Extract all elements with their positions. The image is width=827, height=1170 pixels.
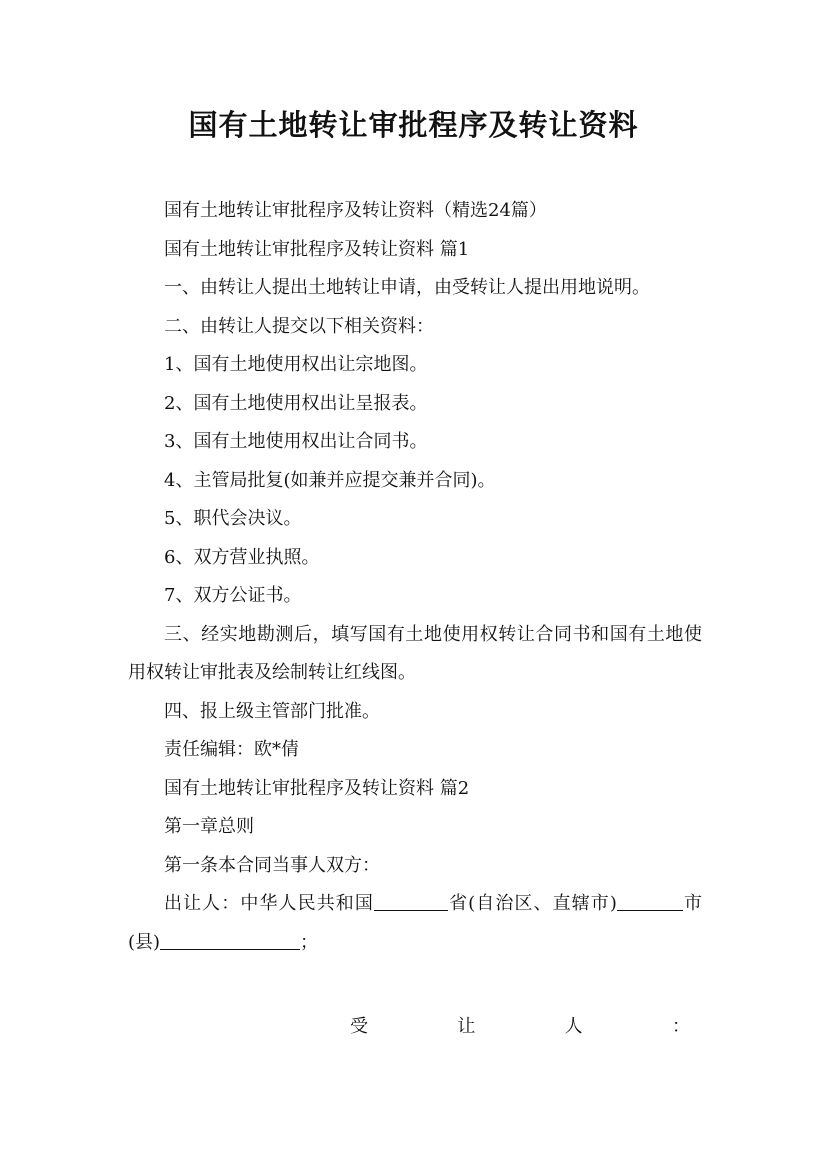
- transferee-line: [350, 1012, 690, 1038]
- transferee-char: 让: [457, 1016, 476, 1037]
- list-item: 6、双方营业执照。: [164, 546, 320, 568]
- paragraph: 一、由转让人提出土地转让申请，由受转让人提出用地说明。: [164, 277, 650, 298]
- county-blank: [160, 929, 300, 950]
- transferee-char: 受: [350, 1016, 368, 1037]
- article-heading: 第一条本合同当事人双方：: [164, 854, 380, 876]
- list-item: 2、国有土地使用权出让呈报表。: [164, 392, 428, 414]
- province-label: 省(自治区、直辖市): [447, 893, 617, 914]
- section-heading: 国有土地转让审批程序及转让资料 篇1: [164, 238, 470, 260]
- line-end: ；: [300, 931, 319, 953]
- paragraph: 二、由转让人提交以下相关资料：: [164, 315, 434, 337]
- document-body: [128, 192, 702, 962]
- transferee-char: 人: [564, 1016, 583, 1037]
- list-item: 1、国有土地使用权出让宗地图。: [164, 354, 428, 375]
- list-item: 5、职代会决议。: [164, 508, 302, 529]
- transferee-colon: ：: [671, 1016, 690, 1037]
- transferor-line: [128, 885, 702, 962]
- editor-credit: 责任编辑：欧*倩: [164, 739, 299, 760]
- county-label: 市(县): [128, 893, 703, 953]
- city-blank: [617, 890, 683, 911]
- list-item: 3、国有土地使用权出让合同书。: [164, 431, 428, 452]
- list-item: 4、主管局批复(如兼并应提交兼并合同)。: [164, 469, 496, 491]
- paragraph: 三、经实地勘测后，填写国有土地使用权转让合同书和国有土地使用权转让审批表及绘制转让红线图。: [128, 623, 702, 683]
- paragraph: 四、报上级主管部门批准。: [164, 700, 380, 722]
- province-blank: [374, 890, 448, 911]
- paragraph: 国有土地转让审批程序及转让资料（精选24篇）: [164, 200, 547, 221]
- list-item: 7、双方公证书。: [164, 585, 302, 606]
- chapter-heading: 第一章总则: [164, 816, 254, 837]
- transferor-label: 出让人：中华人民共和国: [164, 893, 374, 914]
- document-title: 国有土地转让审批程序及转让资料: [188, 108, 639, 142]
- section-heading: 国有土地转让审批程序及转让资料 篇2: [164, 777, 470, 799]
